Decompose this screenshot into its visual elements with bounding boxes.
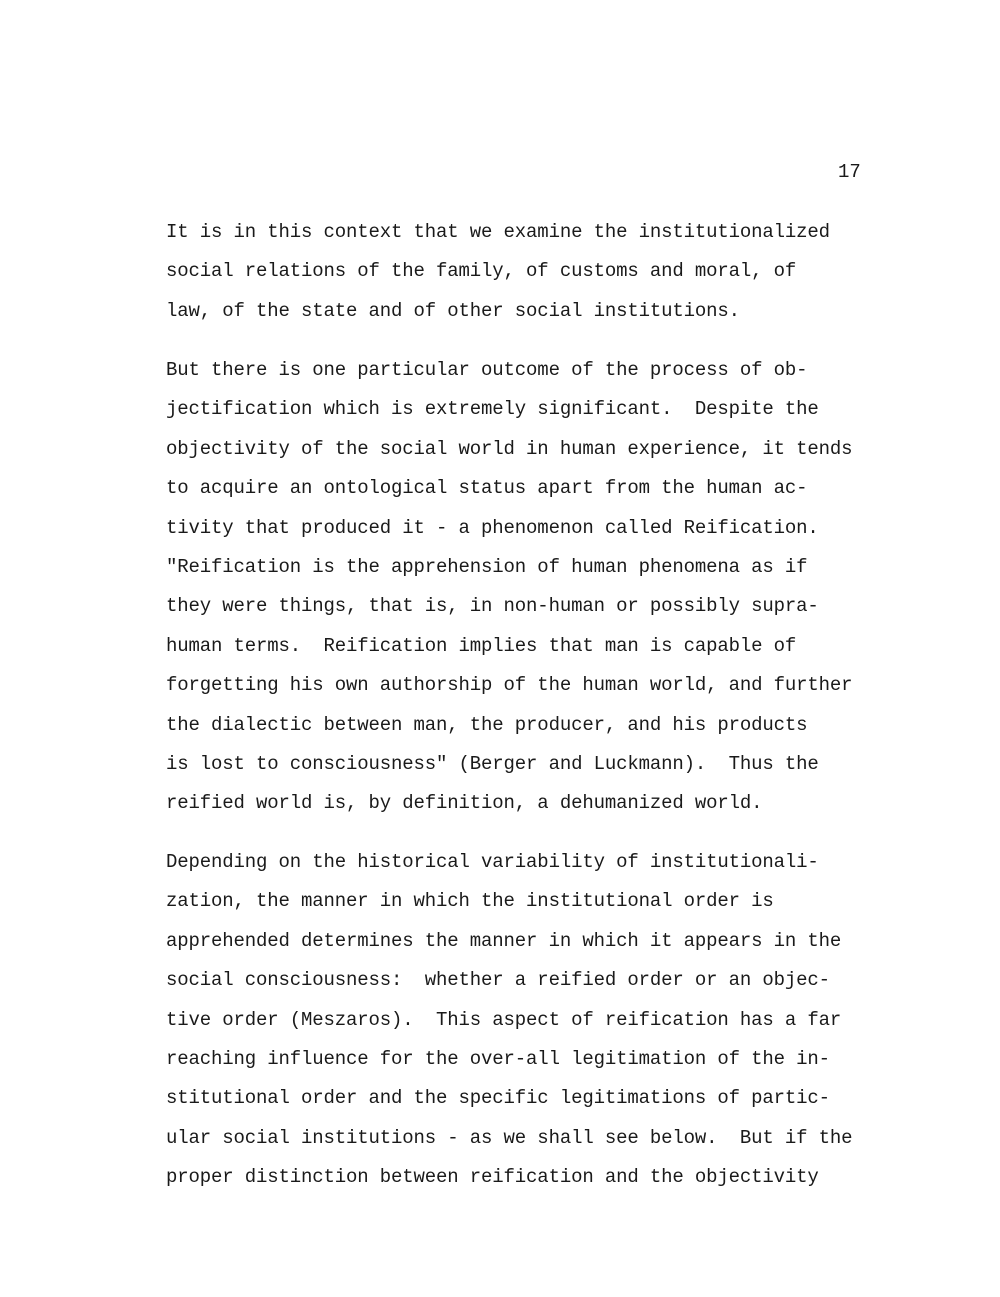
text-line: zation, the manner in which the institutional order is [166, 890, 774, 913]
paragraph-institutional-context [166, 220, 830, 338]
text-line: the dialectic between man, the producer, and his products [166, 713, 808, 736]
text-line: reaching influence for the over-all legitimation of the in- [166, 1047, 830, 1070]
text-line: But there is one particular outcome of the process of ob- [166, 359, 808, 381]
text-line: objectivity of the social world in human experience, it tends [166, 437, 853, 460]
text-line: social consciousness: whether a reified order or an objec- [166, 969, 830, 992]
text-line: reified world is, by definition, a dehumanized world. [166, 792, 763, 815]
text-line: jectification which is extremely significant. Despite the [166, 398, 819, 421]
text-line: It is in this context that we examine the institutionalized [166, 221, 830, 243]
text-line: "Reification is the apprehension of human phenomena as if [166, 555, 808, 578]
text-line: law, of the state and of other social institutions. [166, 299, 740, 322]
text-line: Depending on the historical variability of institutionali- [166, 851, 819, 873]
page-number: 17 [838, 161, 861, 183]
text-line: is lost to consciousness" (Berger and Luckmann). Thus the [166, 752, 819, 775]
paragraph-institutional-order [166, 850, 852, 1205]
paragraph-reification [166, 358, 852, 831]
text-line: proper distinction between reification and the objectivity [166, 1166, 819, 1189]
text-line: forgetting his own authorship of the human world, and further [166, 674, 853, 697]
text-line: social relations of the family, of customs and moral, of [166, 260, 797, 283]
text-line: to acquire an ontological status apart from the human ac- [166, 477, 808, 500]
text-line: they were things, that is, in non-human or possibly supra- [166, 595, 819, 618]
text-line: tivity that produced it - a phenomenon called Reification. [166, 516, 819, 539]
text-line: apprehended determines the manner in which it appears in the [166, 929, 842, 952]
text-line: tive order (Meszaros). This aspect of reification has a far [166, 1008, 842, 1031]
text-line: stitutional order and the specific legitimations of partic- [166, 1087, 830, 1110]
text-line: ular social institutions - as we shall see below. But if the [166, 1126, 853, 1149]
text-line: human terms. Reification implies that man is capable of [166, 634, 797, 657]
